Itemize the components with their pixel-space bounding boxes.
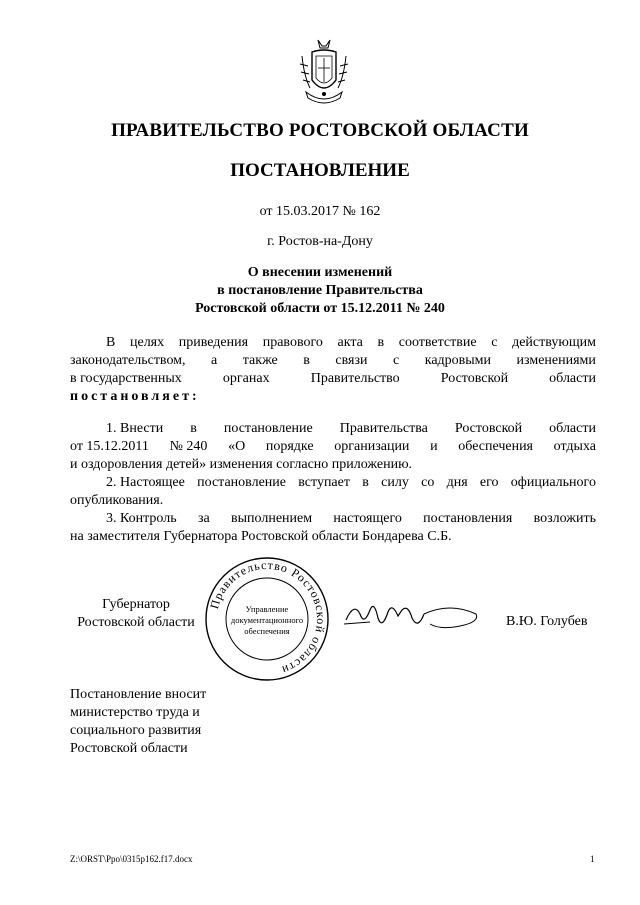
- word: а: [211, 353, 218, 368]
- word: с: [393, 353, 400, 368]
- seal-inner-line: Управление: [245, 604, 289, 614]
- word: соответствие: [398, 335, 477, 350]
- word: Ростовской: [440, 371, 509, 386]
- submission-note: [70, 686, 206, 758]
- word: в государственных: [70, 371, 182, 386]
- subject-line: Ростовской области от 15.12.2011 № 240: [195, 301, 445, 316]
- word: со: [421, 475, 435, 490]
- word: постановления: [423, 511, 513, 526]
- page-number: 1: [590, 854, 595, 864]
- word: в: [362, 475, 369, 490]
- word: вступает: [298, 475, 350, 490]
- word: организации: [334, 439, 410, 454]
- word: законодательством,: [70, 353, 186, 368]
- word: В: [106, 335, 116, 350]
- item-1-line: [70, 420, 596, 438]
- signatory-name: В.Ю. Голубев: [506, 614, 588, 629]
- note-line: Постановление вносит: [70, 687, 207, 702]
- word: выполнением: [231, 511, 313, 526]
- decree-items: [70, 420, 596, 546]
- footer-file-path: Z:\ORST\Ppo\0315p162.f17.docx: [70, 854, 193, 864]
- preamble-line: [70, 334, 596, 352]
- item-2-line: [70, 474, 596, 492]
- word: силу: [381, 475, 409, 490]
- word: также: [242, 353, 278, 368]
- word: связи: [335, 353, 368, 368]
- handwritten-signature: [340, 596, 490, 636]
- preamble-line: [70, 370, 596, 388]
- word: постановление: [223, 421, 313, 436]
- word: органах: [222, 371, 270, 386]
- word: официального: [510, 475, 596, 490]
- preamble-line: [70, 352, 596, 370]
- word: возложить: [533, 511, 596, 526]
- word: правового: [262, 335, 323, 350]
- word: акта: [337, 335, 363, 350]
- coat-of-arms-icon: [296, 36, 352, 108]
- word: обеспечения: [458, 439, 534, 454]
- word: от 15.12.2011: [70, 439, 149, 454]
- word: приведения: [178, 335, 249, 350]
- document-city: г. Ростов-на-Дону: [267, 234, 373, 249]
- item-1-line: [70, 438, 596, 456]
- word: с: [491, 335, 498, 350]
- word: его: [479, 475, 499, 490]
- seal-outer-text: Правительство Ростовской области: [207, 557, 329, 678]
- word: за: [197, 511, 210, 526]
- signatory-position: [66, 596, 206, 632]
- word: Правительство: [310, 371, 400, 386]
- note-line: социального развития: [70, 723, 202, 738]
- org-title: ПРАВИТЕЛЬСТВО РОСТОВСКОЙ ОБЛАСТИ: [111, 120, 529, 141]
- word: Ростовской: [454, 421, 523, 436]
- position-line: Ростовской области: [77, 615, 195, 630]
- word: 1. Внести: [106, 421, 164, 436]
- word: целях: [129, 335, 165, 350]
- seal-inner-line: документационного: [230, 615, 304, 625]
- document-subject: [0, 264, 640, 318]
- official-seal: [204, 556, 330, 682]
- item-1-line: и оздоровления детей» изменения согласно приложению.: [70, 457, 413, 472]
- word: постановление: [197, 475, 286, 490]
- word: 2. Настоящее: [106, 475, 185, 490]
- item-2-line: опубликования.: [70, 493, 164, 508]
- seal-inner-line: обеспечения: [244, 626, 290, 636]
- word: кадровыми: [424, 353, 492, 368]
- word: порядке: [265, 439, 314, 454]
- word: отдыха: [553, 439, 596, 454]
- word: в: [303, 353, 310, 368]
- word: изменениями: [516, 353, 596, 368]
- word: Правительства: [339, 421, 428, 436]
- item-3-line: на заместителя Губернатора Ростовской области Бондарева С.Б.: [70, 529, 452, 544]
- word: настоящего: [333, 511, 402, 526]
- word: и: [430, 439, 438, 454]
- preamble: [70, 334, 596, 406]
- word: области: [549, 421, 596, 436]
- note-line: Ростовской области: [70, 741, 188, 756]
- word: № 240: [169, 439, 208, 454]
- subject-line: О внесении изменений: [247, 265, 393, 280]
- word: области: [549, 371, 596, 386]
- decree-word: постановляет:: [70, 389, 200, 404]
- document-date-number: от 15.03.2017 № 162: [259, 204, 381, 219]
- word: в: [377, 335, 385, 350]
- document-type: ПОСТАНОВЛЕНИЕ: [230, 160, 410, 181]
- item-3-line: [70, 510, 596, 528]
- word: в: [190, 421, 197, 436]
- word: дня: [446, 475, 468, 490]
- word: 3. Контроль: [106, 511, 177, 526]
- note-line: министерство труда и: [70, 705, 200, 720]
- word: действующим: [512, 335, 596, 350]
- position-line: Губернатор: [102, 597, 170, 612]
- word: «О: [228, 439, 246, 454]
- subject-line: в постановление Правительства: [217, 283, 423, 298]
